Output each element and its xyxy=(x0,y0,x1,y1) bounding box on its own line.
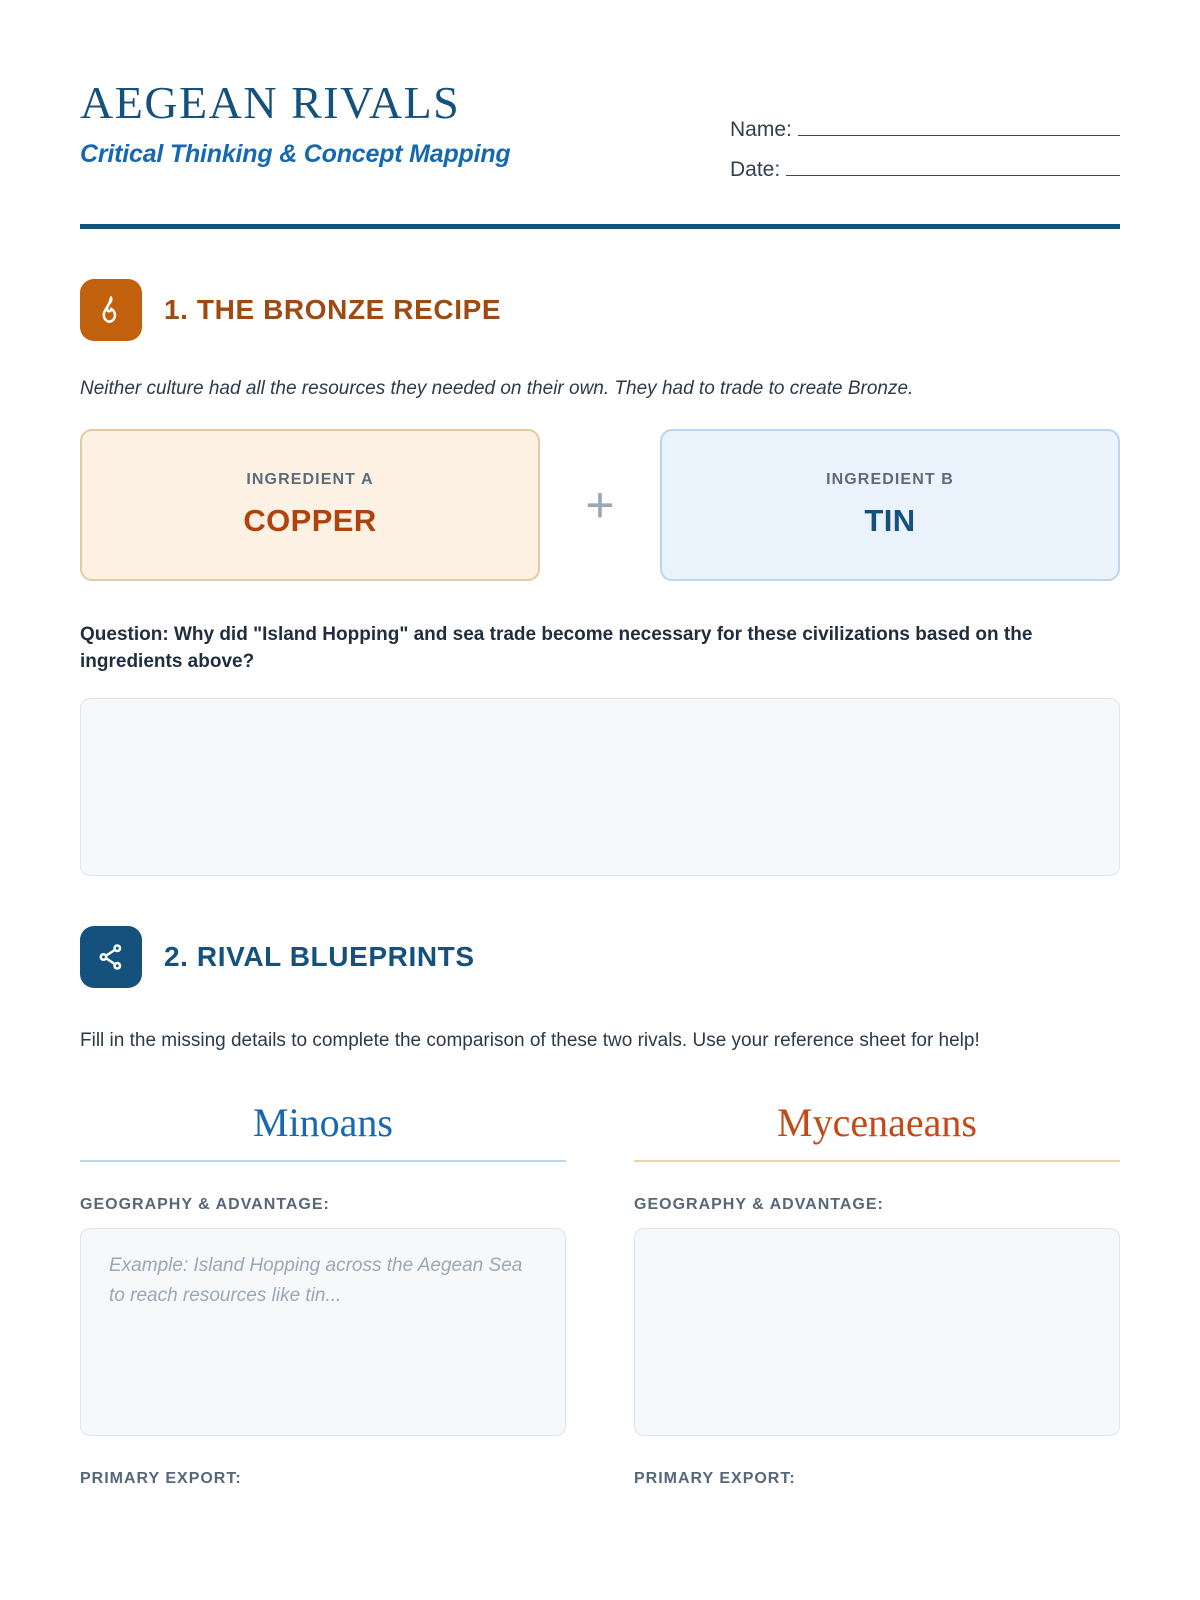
date-row xyxy=(730,156,1120,182)
minoans-export-label: PRIMARY EXPORT: xyxy=(80,1470,242,1488)
minoans-geography-label: GEOGRAPHY & ADVANTAGE: xyxy=(80,1196,330,1214)
page-subtitle: Critical Thinking & Concept Mapping xyxy=(80,140,511,168)
column-mycenaeans-title: Mycenaeans xyxy=(777,1100,977,1146)
page-title: AEGEAN RIVALS xyxy=(80,77,461,128)
section-bronze-recipe xyxy=(80,279,1120,876)
section1-question: Question: Why did "Island Hopping" and sea trade become necessary for these civilizations based on the ingredients above? xyxy=(80,623,1033,673)
section1-answer-box[interactable] xyxy=(80,698,1120,876)
plus-icon: + xyxy=(585,476,615,533)
ingredient-b-label: INGREDIENT B xyxy=(826,470,954,488)
minoans-geography-box[interactable] xyxy=(80,1228,566,1436)
column-minoans-title: Minoans xyxy=(253,1100,393,1146)
date-label: Date: xyxy=(730,158,781,181)
comparison-columns xyxy=(80,1099,1120,1488)
section1-intro: Neither culture had all the resources they needed on their own. They had to trade to create Bronze. xyxy=(80,378,914,399)
node-graph-icon xyxy=(80,926,142,988)
section2-intro: Fill in the missing details to complete the comparison of these two rivals. Use your reference sheet for help! xyxy=(80,1029,980,1051)
ingredient-a-card xyxy=(80,429,540,581)
title-block xyxy=(80,78,511,169)
column-mycenaeans xyxy=(634,1099,1120,1488)
header-divider xyxy=(80,224,1120,229)
mycenaeans-geography-label: GEOGRAPHY & ADVANTAGE: xyxy=(634,1196,884,1214)
section1-title: 1. THE BRONZE RECIPE xyxy=(164,294,502,325)
section2-heading xyxy=(80,926,1120,988)
name-date-block xyxy=(730,78,1120,196)
ingredient-a-value: COPPER xyxy=(243,502,377,538)
section2-title: 2. RIVAL BLUEPRINTS xyxy=(164,940,475,972)
ingredient-row xyxy=(80,429,1120,581)
column-minoans xyxy=(80,1099,566,1488)
document-header xyxy=(80,78,1120,196)
name-row xyxy=(730,116,1120,142)
column-minoans-divider xyxy=(80,1160,566,1162)
section-rival-blueprints xyxy=(80,926,1120,1488)
ingredient-b-card xyxy=(660,429,1120,581)
flame-icon xyxy=(80,279,142,341)
section1-heading xyxy=(80,279,1120,341)
ingredient-a-label: INGREDIENT A xyxy=(246,470,374,488)
column-mycenaeans-divider xyxy=(634,1160,1120,1162)
mycenaeans-geography-box[interactable] xyxy=(634,1228,1120,1436)
mycenaeans-export-label: PRIMARY EXPORT: xyxy=(634,1470,796,1488)
ingredient-b-value: TIN xyxy=(864,502,916,538)
date-input-line[interactable] xyxy=(786,156,1120,176)
name-input-line[interactable] xyxy=(798,116,1120,136)
minoans-geography-placeholder: Example: Island Hopping across the Aegean Sea to reach resources like tin... xyxy=(109,1255,523,1306)
name-label: Name: xyxy=(730,118,792,141)
